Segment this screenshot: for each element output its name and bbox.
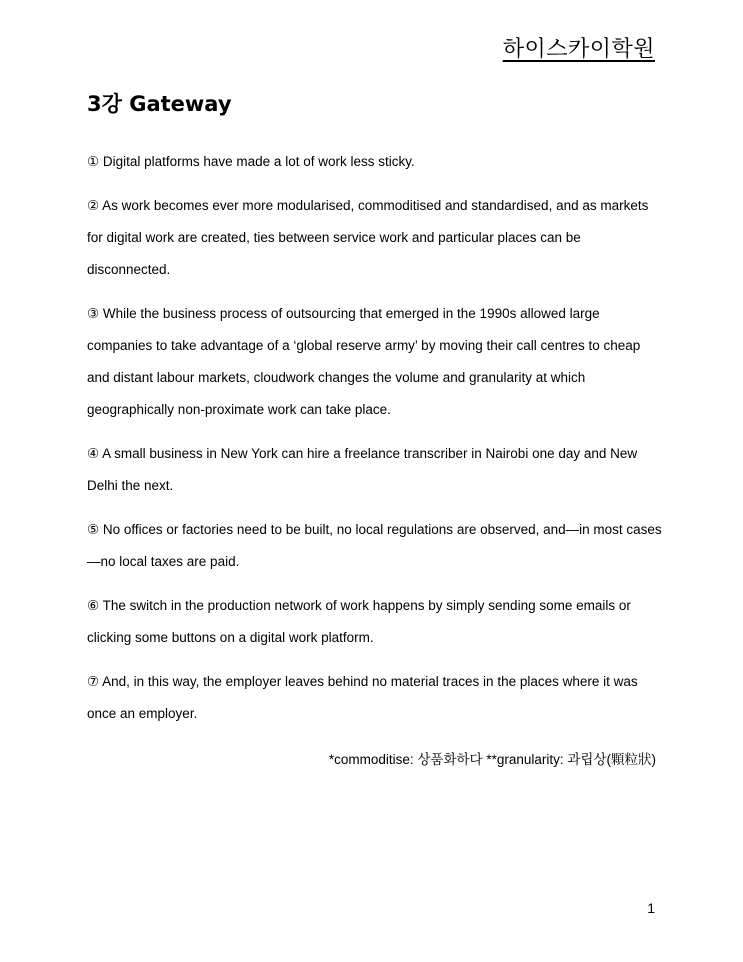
sentence-1: ① Digital platforms have made a lot of work less sticky.	[87, 154, 415, 169]
passage-body	[87, 146, 662, 742]
page-number: 1	[647, 900, 655, 916]
academy-brand: 하이스카이학원	[502, 37, 655, 62]
lesson-title: 3강 Gateway	[87, 92, 232, 116]
sentence-6: ⑥ The switch in the production network of work happens by simply sending some emails or clicking some buttons on a digital work platform.	[87, 598, 631, 645]
sentence-4: ④ A small business in New York can hire a freelance transcriber in Nairobi one day and New Delhi the next.	[87, 446, 638, 493]
sentence-2: ② As work becomes ever more modularised, commoditised and standardised, and as markets for digital work are created, ties between service work and particular places can be disconnected.	[87, 198, 649, 277]
vocabulary-footnote: *commoditise: 상품화하다 **granularity: 과립상(顆粒狀)	[328, 752, 656, 767]
sentence-7: ⑦ And, in this way, the employer leaves behind no material traces in the places where it was once an employer.	[87, 674, 638, 721]
sentence-3: ③ While the business process of outsourcing that emerged in the 1990s allowed large companies to take advantage of a ‘global reserve army’ by moving their call centres to cheap and distant labour markets, cloudwork changes the volume and granularity at which geographically non-proximate work can take place.	[87, 306, 641, 417]
sentence-5: ⑤ No offices or factories need to be built, no local regulations are observed, and—in most cases—no local taxes are paid.	[87, 522, 662, 569]
